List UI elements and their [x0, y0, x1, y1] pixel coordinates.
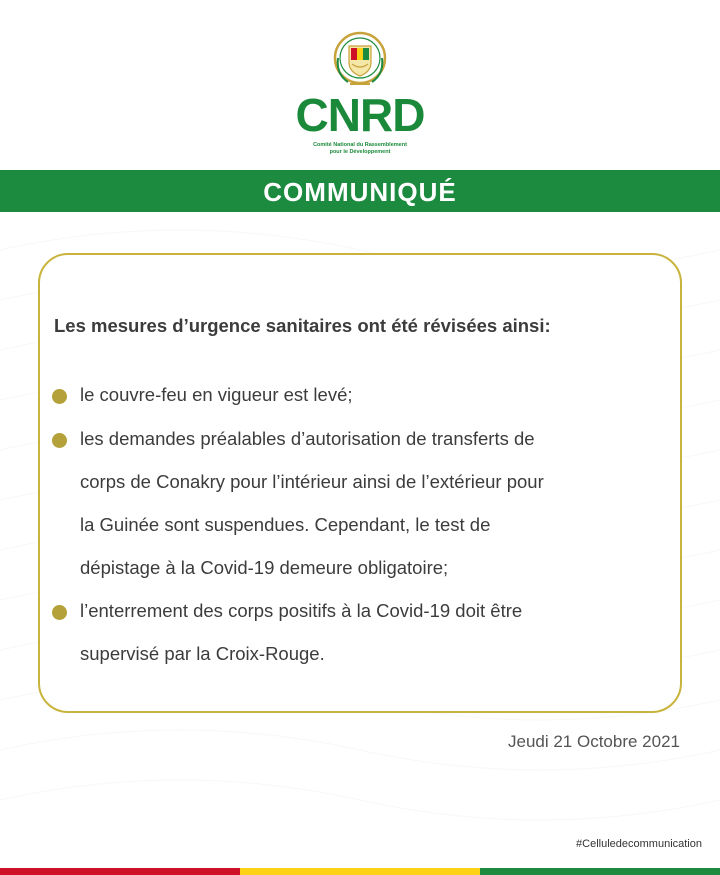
list-item-line: les demandes préalables d’autorisation de transferts de: [80, 428, 535, 449]
list-item-line: l’enterrement des corps positifs à la Covid-19 doit être: [80, 600, 523, 621]
banner-title: COMMUNIQUÉ: [263, 177, 457, 207]
list-item-line: supervisé par la Croix-Rouge.: [80, 643, 325, 664]
logo-fullname-line1: Comité National du Rassemblement: [313, 142, 407, 148]
logo-acronym: CNRD: [295, 89, 425, 141]
list-item-line: le couvre-feu en vigueur est levé;: [80, 384, 353, 405]
bullet-icon: [52, 605, 67, 620]
flag-stripe-green: [480, 868, 720, 875]
flag-stripe-yellow: [240, 868, 480, 875]
title-banner: [0, 170, 720, 212]
flag-color-bar: [0, 868, 720, 875]
communique-date: Jeudi 21 Octobre 2021: [507, 732, 680, 751]
communique-card: [38, 253, 682, 713]
bullet-icon: [52, 389, 67, 404]
list-item-line: corps de Conakry pour l’intérieur ainsi de l’extérieur pour: [80, 471, 544, 492]
list-item-line: dépistage à la Covid-19 demeure obligatoire;: [80, 557, 449, 578]
logo-fullname: [300, 142, 420, 156]
hashtag: #Celluledecommunication: [576, 838, 702, 850]
cnrd-logo: [290, 28, 430, 158]
logo-fullname-line2: pour le Développement: [329, 149, 391, 155]
card-heading: Les mesures d’urgence sanitaires ont été révisées ainsi:: [54, 315, 551, 336]
coat-of-arms-icon: [332, 28, 388, 94]
list-item-line: la Guinée sont suspendues. Cependant, le test de: [80, 514, 491, 535]
bullet-icon: [52, 433, 67, 448]
flag-stripe-red: [0, 868, 240, 875]
